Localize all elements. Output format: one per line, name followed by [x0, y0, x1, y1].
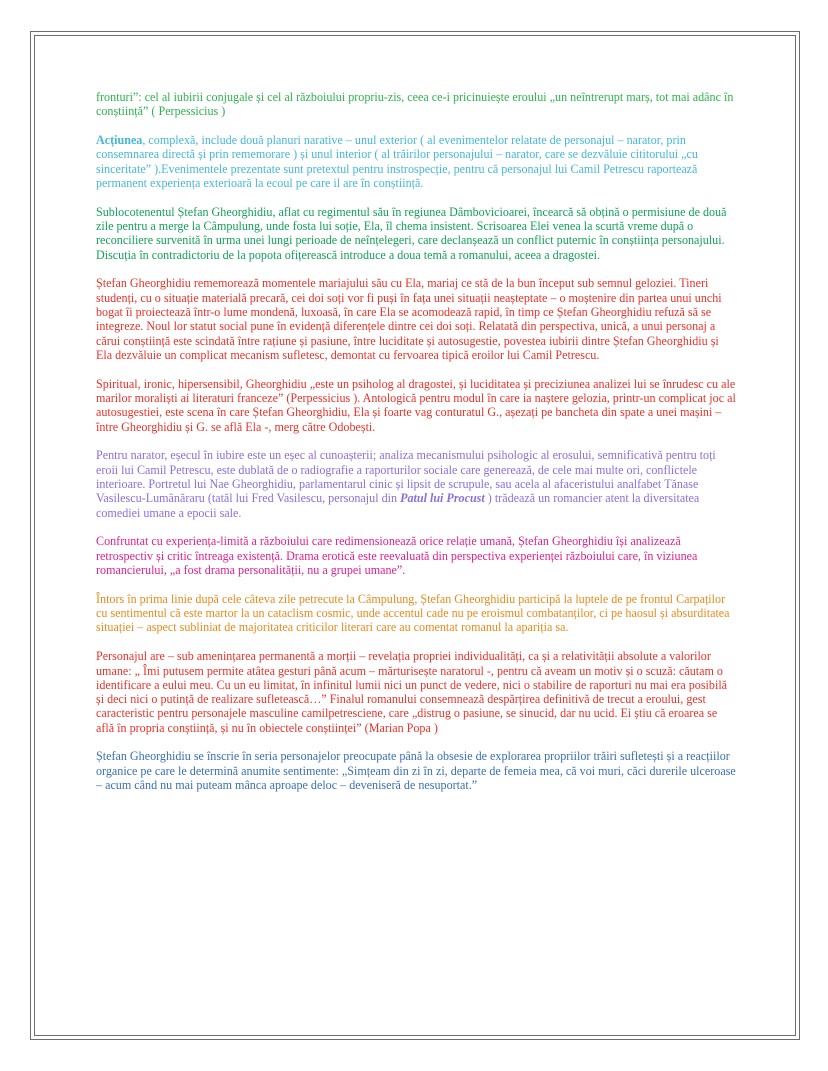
paragraph-psiholog	[96, 377, 736, 434]
book-title: Patul lui Procust	[400, 491, 485, 506]
paragraph-text: , complexă, include două planuri narative – unul exterior ( al evenimentelor relatate de personajul – narator, prin consemnarea directă și prin rememorare ) și unul interior ( al trăirilor personajului – narator, care se dezvăluie cititorului „cu sinceritate” ).Evenimentele prezentate sunt pretextul pentru instrospecție, pentru că personajul lui Camil Petrescu raportează permanent experiența exterioară la ecoul pe care il are în conștiință.	[96, 133, 698, 190]
paragraph-front-carpati	[96, 592, 736, 635]
paragraph-text: Întors în prima linie după cele câteva zile petrecute la Câmpulung, Ștefan Gheorghidiu participă la luptele de pe frontul Carpaților cu sentimentul că este martor la un cataclism cosmic, unde accentul cade nu pe eroismul combatanților, ci pe haosul și absurditatea situației – aspect subliniat de majoritatea criticilor literari care au comentat romanul la apariția sa.	[96, 591, 730, 635]
paragraph-text: Ștefan Gheorghidiu rememorează momentele mariajului său cu Ela, mariaj ce stă de la bun început sub semnul geloziei. Tineri studenți, cu o situație materială precară, cei doi soți vor fi puși în fața unei situații neașteptate – o moștenire din partea unui unchi bogat îi proiectează într-o lume mondenă, luxoasă, în care Ela se acomodează rapid, în timp ce Ștefan Gheorghidiu refuză să se integreze. Noul lor statut social pune în evidență diferențele dintre cei doi soți. Relatată din perspectiva, unică, a unui personaj a cărui conștiință este scindată între rațiune și pasiune, între luciditate și autosugestie, povestea iubirii dintre Ștefan Gheorghidiu și Ela dezvăluie un complicat mecanism sufletesc, demontat cu fervoarea tipică eroilor lui Camil Petrescu.	[96, 276, 722, 362]
paragraph-text: Personajul are – sub amenințarea permanentă a morții – revelația propriei individualități, ca și a relativității absolute a valorilor umane: „ Îmi putusem permite atâtea gesturi până acum – mărturisește naratorul -, pentru că aveam un motiv și o scuză: căutam o identificare a eului meu. Cu un eu limitat, în infinitul lumii nici un punct de vedere, nici o stabilire de raporturi nu mai era posibilă și deci nici o putință de realizare sufletească…” Finalul romanului consemnează despărțirea definitivă de trecut a eroului, gest caracteristic pentru personajele masculine camilpetresciene, care „distrug o pasiune, se sinucid, dar nu ucid. Ei știu că eroarea se află în propria conștiință, și nu în obiectele conștiinței” (Marian Popa )	[96, 649, 728, 735]
paragraph-text: Ștefan Gheorghidiu se înscrie în seria personajelor preocupate până la obsesie de explorarea propriilor trăiri sufletești și a reacțiilor organice pe care le determină anumite sentimente: „Simțeam din zi în zi, departe de femeia mea, că voi muri, căci durerile ulceroase – acum când nu mai puteam mânca aproape deloc – deveniseră de nesuportat.”	[96, 749, 736, 793]
paragraph-serie-personaje	[96, 749, 736, 792]
paragraph-text: Pentru narator, eșecul în iubire este un eșec al cunoașterii; analiza mecanismului psihologic al erosului, semnificativă pentru toți eroii lui Camil Petrescu, este dublată de o radiografie a raporturilor sociale care generează, de cele mai multe ori, conflictele interioare. Portretul lui Nae Gheorghidiu, parlamentarul cinic și lipsit de scrupule, sau acela al afaceristului analfabet Tănase Vasilescu-Lumânăraru (tatăl lui Fred Vasilescu, personajul din	[96, 448, 716, 506]
paragraph-lead-term: Acțiunea	[96, 133, 143, 148]
paragraph-text-tail: ) trădează un romancier atent la diversitatea comediei umane a epocii sale.	[96, 491, 700, 520]
paragraph-sublocotenent	[96, 205, 736, 262]
paragraph-text: fronturi”: cel al iubirii conjugale și cel al războiului propriu-zis, ceea ce-i pricinuiește eroului „un neîntrerupt marș, tot mai adânc în conștiință” ( Perpessicius )	[96, 90, 734, 119]
paragraph-mariaj	[96, 276, 736, 362]
paragraph-revelatie	[96, 649, 736, 735]
paragraph-text: Sublocotenentul Ștefan Gheorghidiu, aflat cu regimentul său în regiunea Dâmbovicioarei, încearcă să obțină o permisiune de două zile pentru a merge la Câmpulung, unde fosta lui soție, Ela, îl chema insistent. Scrisoarea Elei venea la scurtă vreme după o reconciliere survenită în urma unei lungi perioade de neînțelegeri, care declanșează un conflict puternic în conștiința personajului. Discuția în contradictoriu de la popota ofițerească introduce a doua temă a romanului, aceea a dragostei.	[96, 204, 727, 262]
paragraph-narator	[96, 448, 736, 519]
document-body	[96, 90, 736, 807]
paragraph-fronts	[96, 90, 736, 119]
paragraph-action	[96, 133, 736, 190]
paragraph-text: Spiritual, ironic, hipersensibil, Gheorghidiu „este un psiholog al dragostei, și luciditatea și preciziunea analizei lui se înrudesc cu ale marilor moraliști ai literaturi franceze” (Perpessicius ). Antologică pentru modul în care ia naștere gelozia, printr-un complicat joc al autosugestiei, este scena în care Ștefan Gheorghidiu, Ela și foarte vag conturatul G., așezați pe bancheta din spate a unei mașini – între Gheorghidiu și G. se află Ela -, merg către Odobești.	[96, 376, 736, 434]
paragraph-razboi	[96, 534, 736, 577]
paragraph-text: Confruntat cu experiența-limită a războiului care redimensionează orice relație umană, Ștefan Gheorghidiu își analizează retrospectiv și critic întreaga existență. Drama erotică este reevaluată din perspectiva experienței războiului care, în viziunea romancierului, „a fost drama personalității, nu a grupei umane”.	[96, 534, 698, 578]
